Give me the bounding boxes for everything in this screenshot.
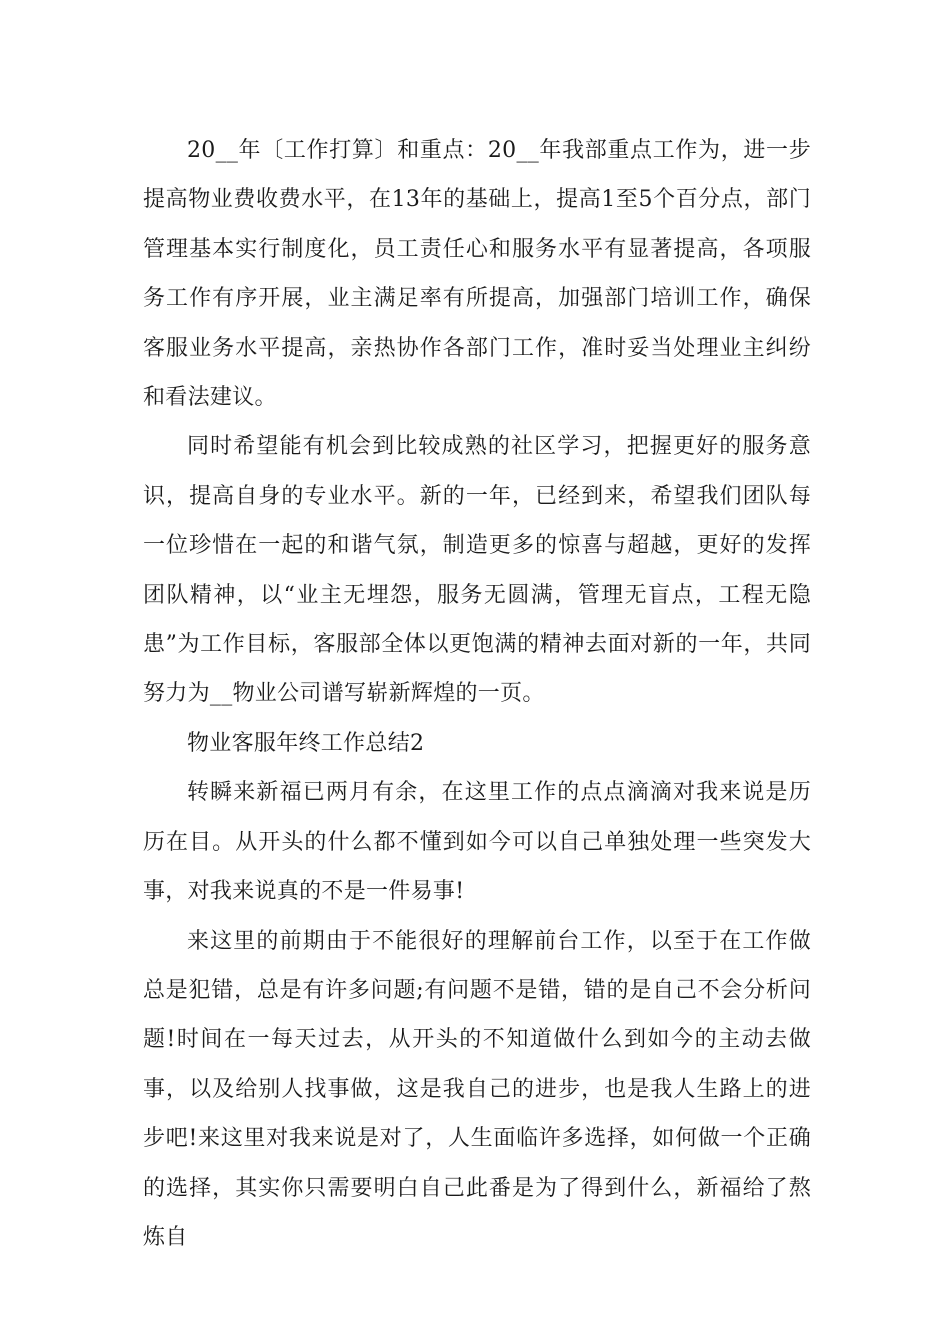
paragraph-work-plan: 20__年〔工作打算〕和重点：20__年我部重点工作为，进一步提高物业费收费水平，在13年的基础上，提高1至5个百分点，部门管理基本实行制度化，员工责任心和服务水平有显著提高，各项服务工作有序开展，业主满足率有所提高，加强部门培训工作，确保客服业务水平提高，亲热协作各部门工作，准时妥当处理业主纠纷和看法建议。: [143, 138, 811, 411]
paragraph-hopes: 同时希望能有机会到比较成熟的社区学习，把握更好的服务意识，提高自身的专业水平。新的一年，已经到来，希望我们团队每一位珍惜在一起的和谐气氛，制造更多的惊喜与超越，更好的发挥团队精神，以“业主无埋怨，服务无圆满，管理无盲点，工程无隐患”为工作目标，客服部全体以更饱满的精神去面对新的一年，共同努力为__物业公司谱写崭新辉煌的一页。: [143, 434, 811, 707]
paragraph-early-period: 来这里的前期由于不能很好的理解前台工作，以至于在工作做总是犯错，总是有许多问题;有问题不是错，错的是自己不会分析问题!时间在一每天过去，从开头的不知道做什么到如今的主动去做事，以及给别人找事做，这是我自己的进步，也是我人生路上的进步吧!来这里对我来说是对了，人生面临许多选择，如何做一个正确的选择，其实你只需要明白自己此番是为了得到什么，新福给了熬炼自: [143, 928, 811, 1250]
section-title: 物业客服年终工作总结2: [187, 730, 425, 756]
document-body: [143, 126, 811, 1262]
paragraph-two-months: 转瞬来新福已两月有余，在这里工作的点点滴滴对我来说是历历在目。从开头的什么都不懂到如今可以自己单独处理一些突发大事，对我来说真的不是一件易事!: [143, 780, 811, 905]
